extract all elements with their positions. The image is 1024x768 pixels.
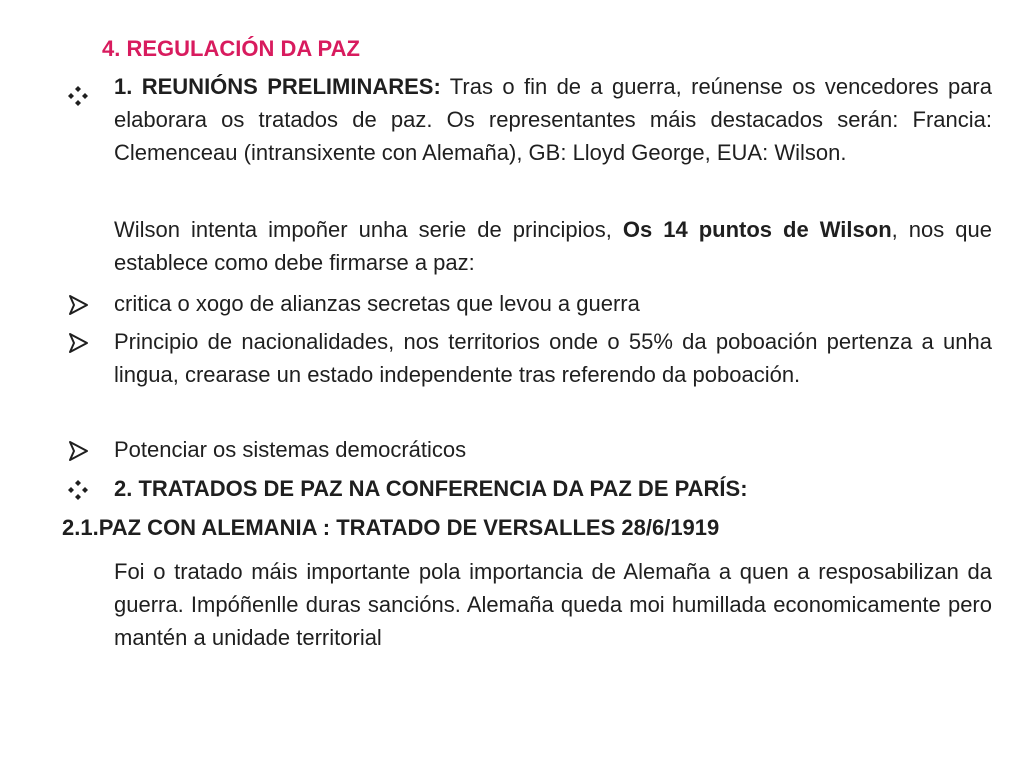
section1-text: Tras o fin de a guerra, reúnense os vencedores para elaborara os tratados de paz. Os representantes máis destacados serán: Francia: Clemenceau (intransixente con Alemaña), GB: Lloyd George, EUA: Wilson. <box>114 74 992 165</box>
wilson-text-after: , nos que establece como debe firmarse a paz: <box>114 217 992 275</box>
subsection-title: 2.1.PAZ CON ALEMANIA : TRATADO DE VERSALLES 28/6/1919 <box>62 515 720 540</box>
arrowhead-icon <box>66 439 90 463</box>
section2-label: 2. TRATADOS DE PAZ NA CONFERENCIA DA PAZ DE PARÍS: <box>114 476 748 501</box>
diamond-four-icon <box>66 84 90 108</box>
section1-paragraph <box>114 70 992 169</box>
slide-title: 4. REGULACIÓN DA PAZ <box>102 36 360 61</box>
section1-label: 1. REUNIÓNS PRELIMINARES: <box>114 74 441 99</box>
final-paragraph: Foi o tratado máis importante pola importancia de Alemaña a quen a resposabilizan da guerra. Impóñenlle duras sancións. Alemaña queda moi humillada economicamente pero mantén a unidade territorial <box>114 559 992 650</box>
point-2: Principio de nacionalidades, nos territorios onde o 55% da poboación pertenza a unha lingua, crearase un estado independente tras referendo da poboación. <box>114 329 992 387</box>
point-3: Potenciar os sistemas democráticos <box>114 437 467 462</box>
wilson-text-before: Wilson intenta impoñer unha serie de principios, <box>114 217 623 242</box>
wilson-bold: Os 14 puntos de Wilson <box>622 217 892 242</box>
point-1: critica o xogo de alianzas secretas que levou a guerra <box>114 291 640 316</box>
arrowhead-icon <box>66 331 90 355</box>
diamond-four-icon <box>66 478 90 502</box>
arrowhead-icon <box>66 293 90 317</box>
wilson-paragraph <box>114 213 992 279</box>
